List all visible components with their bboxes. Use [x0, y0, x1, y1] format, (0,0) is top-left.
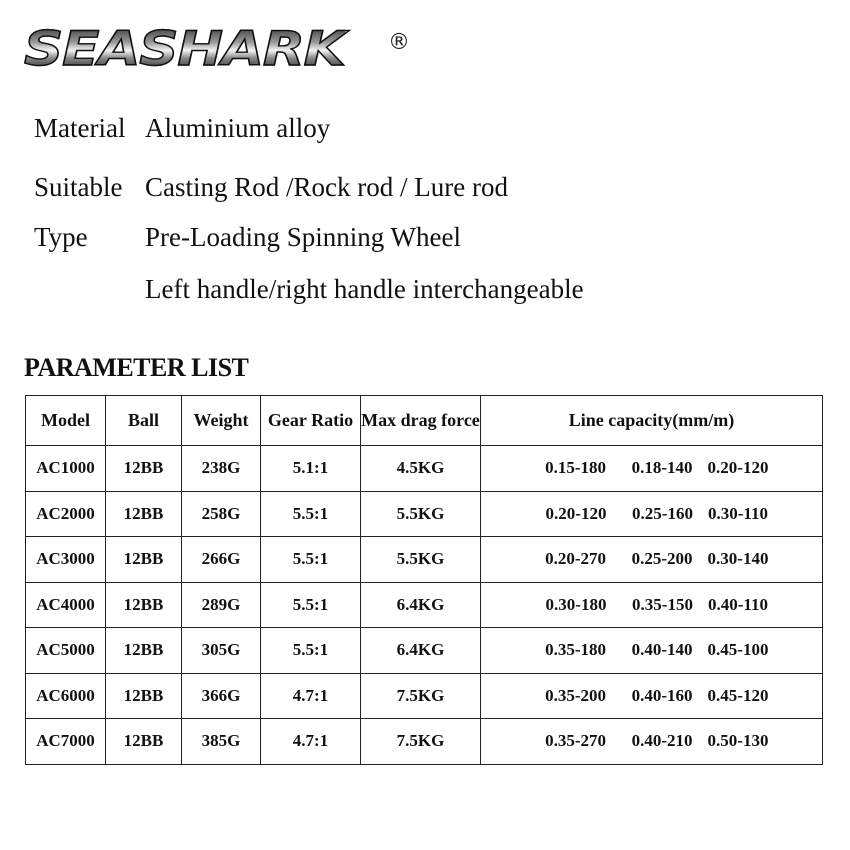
brand-logo — [24, 22, 345, 77]
cell-model: AC7000 — [26, 719, 106, 765]
line-capacity-value: 0.20-120 — [545, 503, 607, 523]
cell-line-capacity — [481, 582, 823, 628]
line-capacity-value: 0.25-160 — [632, 503, 693, 523]
header-gear-ratio: Gear Ratio — [261, 396, 361, 446]
line-capacity-value: 0.30-140 — [707, 549, 769, 569]
cell-line-capacity — [481, 673, 823, 719]
line-capacity-value: 0.15-180 — [545, 458, 606, 478]
cell-gear-ratio: 5.5:1 — [261, 628, 361, 674]
line-capacity-value: 0.25-200 — [631, 549, 693, 569]
header-ball: Ball — [106, 396, 182, 446]
cell-ball: 12BB — [106, 446, 182, 492]
cell-weight: 289G — [182, 582, 261, 628]
cell-max-drag: 7.5KG — [361, 719, 481, 765]
spec-label-material: Material — [34, 113, 126, 143]
cell-max-drag: 6.4KG — [361, 628, 481, 674]
cell-line-capacity — [481, 628, 823, 674]
line-capacity-value: 0.45-100 — [707, 640, 769, 660]
header-max-drag: Max drag force — [361, 396, 481, 446]
line-capacity-value: 0.35-200 — [545, 685, 606, 705]
table-row — [26, 673, 823, 719]
spec-label-type: Type — [34, 222, 88, 252]
header-line-capacity: Line capacity(mm/m) — [481, 396, 823, 446]
cell-weight: 305G — [182, 628, 261, 674]
header-model: Model — [26, 396, 106, 446]
cell-ball: 12BB — [106, 673, 182, 719]
line-capacity-value: 0.40-210 — [631, 731, 693, 751]
spec-label-suitable: Suitable — [34, 172, 123, 202]
cell-ball: 12BB — [106, 719, 182, 765]
cell-gear-ratio: 5.5:1 — [261, 582, 361, 628]
cell-max-drag: 5.5KG — [361, 491, 481, 537]
table-row — [26, 582, 823, 628]
line-capacity-value: 0.35-270 — [545, 731, 606, 751]
cell-model: AC6000 — [26, 673, 106, 719]
cell-gear-ratio: 4.7:1 — [261, 719, 361, 765]
cell-line-capacity — [481, 537, 823, 583]
spec-value-type: Pre-Loading Spinning Wheel — [145, 222, 461, 252]
spec-value-material: Aluminium alloy — [145, 113, 331, 143]
cell-model: AC1000 — [26, 446, 106, 492]
parameter-table — [25, 395, 823, 765]
cell-gear-ratio: 4.7:1 — [261, 673, 361, 719]
cell-line-capacity — [481, 446, 823, 492]
cell-ball: 12BB — [106, 582, 182, 628]
cell-model: AC3000 — [26, 537, 106, 583]
cell-max-drag: 7.5KG — [361, 673, 481, 719]
cell-gear-ratio: 5.5:1 — [261, 491, 361, 537]
cell-gear-ratio: 5.5:1 — [261, 537, 361, 583]
parameter-list-title: PARAMETER LIST — [24, 353, 249, 382]
table-row — [26, 537, 823, 583]
cell-max-drag: 4.5KG — [361, 446, 481, 492]
line-capacity-value: 0.35-180 — [545, 640, 606, 660]
table-row — [26, 628, 823, 674]
line-capacity-value: 0.30-180 — [545, 594, 607, 614]
cell-model: AC5000 — [26, 628, 106, 674]
spec-value-handle: Left handle/right handle interchangeable — [145, 274, 584, 304]
spec-value-suitable: Casting Rod /Rock rod / Lure rod — [145, 172, 508, 202]
line-capacity-value: 0.50-130 — [707, 731, 769, 751]
line-capacity-value: 0.35-150 — [632, 594, 693, 614]
cell-model: AC4000 — [26, 582, 106, 628]
line-capacity-value: 0.40-160 — [631, 685, 693, 705]
cell-gear-ratio: 5.1:1 — [261, 446, 361, 492]
table-row — [26, 719, 823, 765]
cell-line-capacity — [481, 719, 823, 765]
brand-logo-text: SEASHARK — [24, 22, 345, 77]
cell-weight: 266G — [182, 537, 261, 583]
line-capacity-value: 0.30-110 — [708, 503, 768, 523]
line-capacity-value: 0.20-120 — [707, 458, 769, 478]
line-capacity-value: 0.40-110 — [708, 594, 768, 614]
cell-model: AC2000 — [26, 491, 106, 537]
cell-ball: 12BB — [106, 537, 182, 583]
line-capacity-value: 0.18-140 — [631, 458, 693, 478]
cell-ball: 12BB — [106, 491, 182, 537]
cell-weight: 385G — [182, 719, 261, 765]
table-row — [26, 446, 823, 492]
cell-line-capacity — [481, 491, 823, 537]
table-header-row — [26, 396, 823, 446]
line-capacity-value: 0.40-140 — [631, 640, 693, 660]
cell-weight: 238G — [182, 446, 261, 492]
table-row — [26, 491, 823, 537]
line-capacity-value: 0.45-120 — [707, 685, 769, 705]
cell-max-drag: 5.5KG — [361, 537, 481, 583]
cell-ball: 12BB — [106, 628, 182, 674]
registered-mark: ® — [388, 30, 410, 55]
cell-max-drag: 6.4KG — [361, 582, 481, 628]
header-weight: Weight — [182, 396, 261, 446]
cell-weight: 258G — [182, 491, 261, 537]
line-capacity-value: 0.20-270 — [545, 549, 606, 569]
cell-weight: 366G — [182, 673, 261, 719]
